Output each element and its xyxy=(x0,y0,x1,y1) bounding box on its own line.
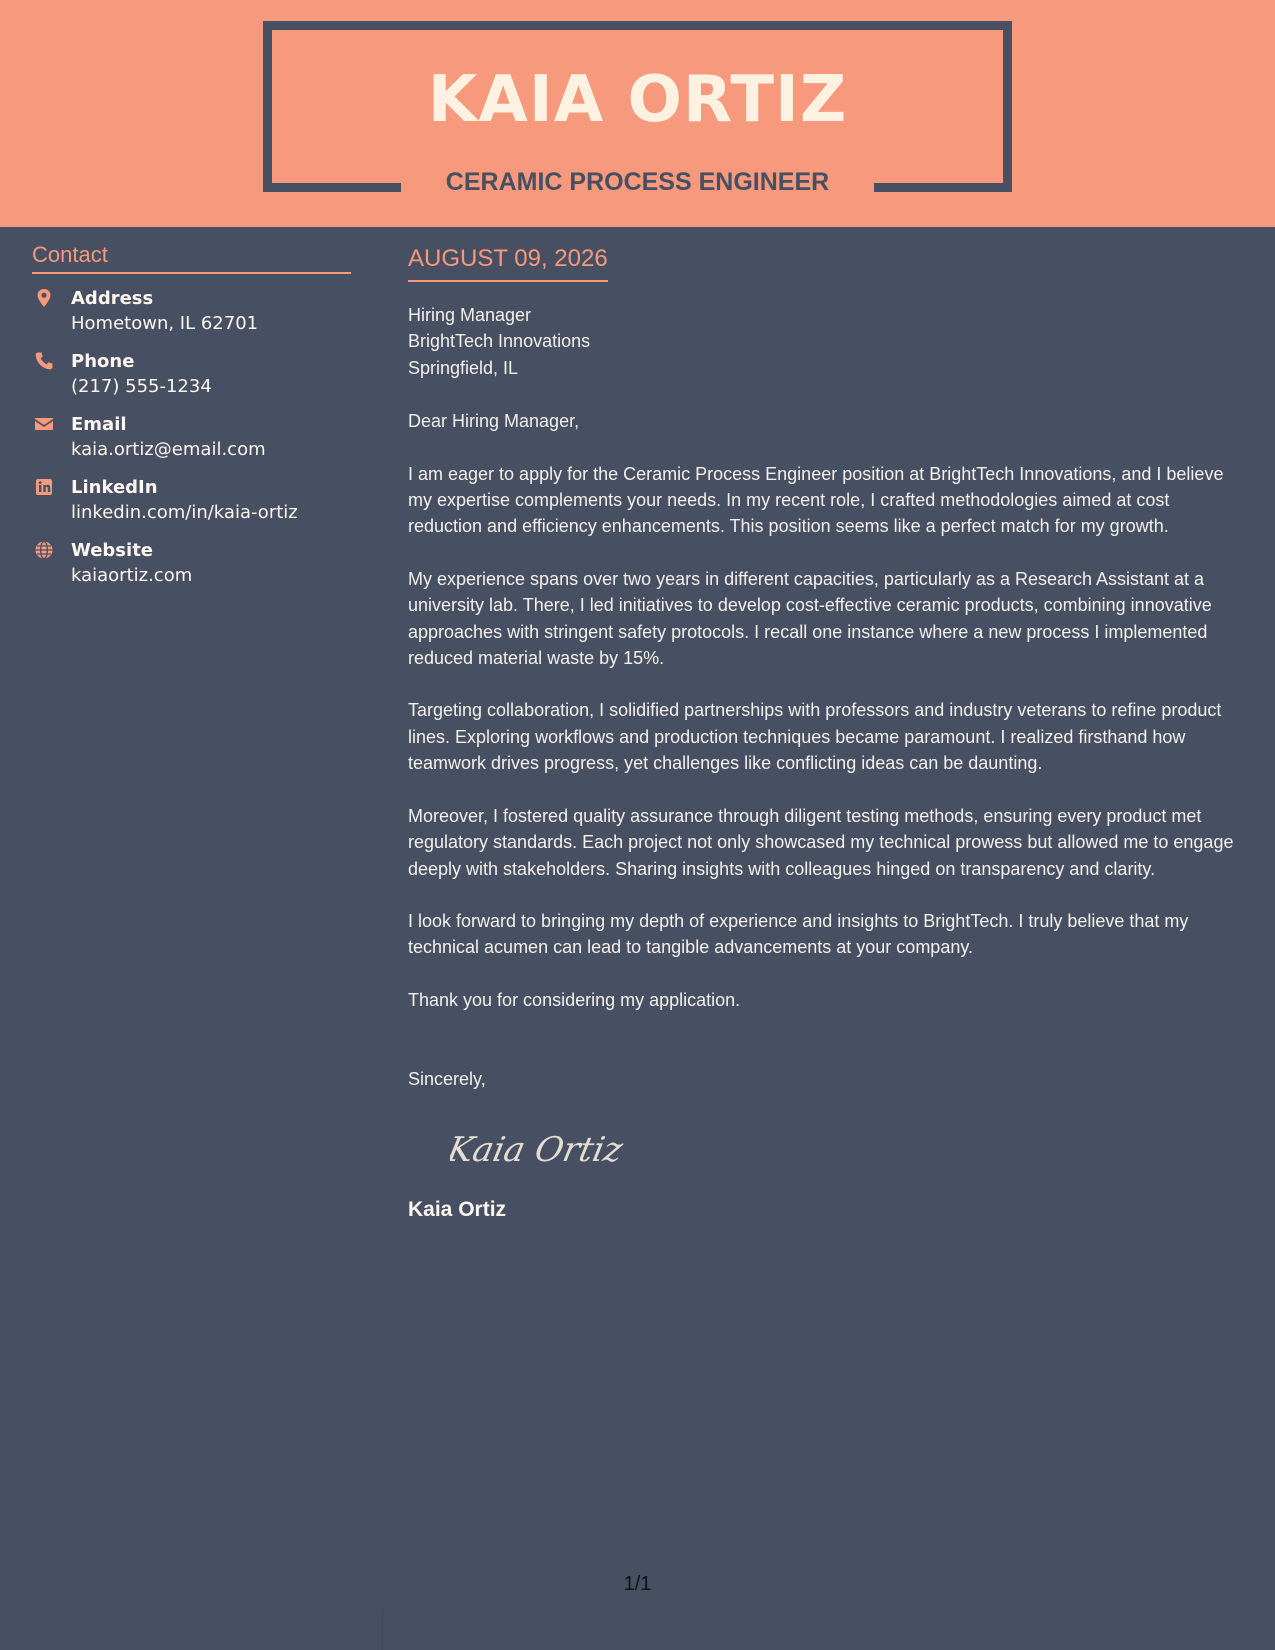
recipient-line: Hiring Manager xyxy=(408,305,532,325)
job-title: CERAMIC PROCESS ENGINEER xyxy=(445,168,830,196)
handwritten-signature xyxy=(450,1121,1248,1175)
envelope-icon xyxy=(34,414,54,434)
body-paragraph: Thank you for considering my application. xyxy=(408,989,741,1010)
contact-value[interactable]: linkedin.com/in/kaia-ortiz xyxy=(71,502,298,523)
recipient-line: Springfield, IL xyxy=(408,357,519,378)
letter-body xyxy=(408,242,1248,1225)
contact-list xyxy=(32,286,351,601)
contact-sidebar xyxy=(32,240,351,601)
body-paragraph: Moreover, I fostered quality assurance through diligent testing methods, ensuring every product met regulatory standards. Each project not only showcased my technical prowess but allowed me to engage deeply with stakeholders. Sharing insights with colleagues hinged on transparency and clarity. xyxy=(408,805,1234,879)
contact-label: Address xyxy=(71,288,154,309)
contact-item-email xyxy=(32,412,351,475)
letter-date: AUGUST 09, 2026 xyxy=(408,242,608,282)
body-paragraph: My experience spans over two years in different capacities, particularly as a Research Assistant at a university lab. There, I led initiatives to develop cost-effective ceramic products, combining innovative approaches with stringent safety protocols. I recall one instance where a new process I implemented reduced material waste by 15%. xyxy=(408,568,1212,669)
body-paragraph: I am eager to apply for the Ceramic Process Engineer position at BrightTech Innovations, and I believe my expertise complements your needs. In my recent role, I crafted methodologies aimed at cost reduction and efficiency enhancements. This position seems like a perfect match for my growth. xyxy=(408,463,1224,537)
column-divider xyxy=(382,1610,383,1650)
contact-value: Hometown, IL 62701 xyxy=(71,313,259,334)
recipient-block xyxy=(408,302,1248,381)
contact-label: LinkedIn xyxy=(71,477,158,498)
contact-label: Website xyxy=(71,540,154,561)
body-paragraph: I look forward to bringing my depth of experience and insights to BrightTech. I truly believe that my technical acumen can lead to tangible advancements at your company. xyxy=(408,910,1189,958)
contact-item-website xyxy=(32,538,351,601)
signature-script: Kaia Ortiz xyxy=(450,1129,627,1170)
body-paragraph: Targeting collaboration, I solidified partnerships with professors and industry veterans to refine product lines. Exploring workflows and production techniques became paramount. I realized firsthand how teamwork drives progress, yet challenges like conflicting ideas can be daunting. xyxy=(408,700,1222,774)
contact-value: (217) 555-1234 xyxy=(71,376,212,397)
signer-name: Kaia Ortiz xyxy=(408,1197,507,1221)
map-pin-icon xyxy=(34,288,54,308)
signature-image xyxy=(450,1121,650,1175)
contact-heading: Contact xyxy=(32,240,351,274)
candidate-name: KAIA ORTIZ xyxy=(427,63,848,137)
contact-value[interactable]: kaiaortiz.com xyxy=(71,565,193,586)
contact-item-linkedin xyxy=(32,475,351,538)
globe-icon xyxy=(34,540,54,560)
phone-icon xyxy=(34,351,54,371)
recipient-line: BrightTech Innovations xyxy=(408,331,591,352)
contact-item-phone xyxy=(32,349,351,412)
contact-label: Email xyxy=(71,414,127,435)
page-number: 1/1 xyxy=(623,1573,652,1595)
contact-label: Phone xyxy=(71,351,135,372)
contact-value[interactable]: kaia.ortiz@email.com xyxy=(71,439,266,460)
linkedin-icon xyxy=(34,477,54,497)
contact-item-address xyxy=(32,286,351,349)
salutation: Dear Hiring Manager, xyxy=(408,411,580,432)
closing: Sincerely, xyxy=(408,1069,486,1090)
